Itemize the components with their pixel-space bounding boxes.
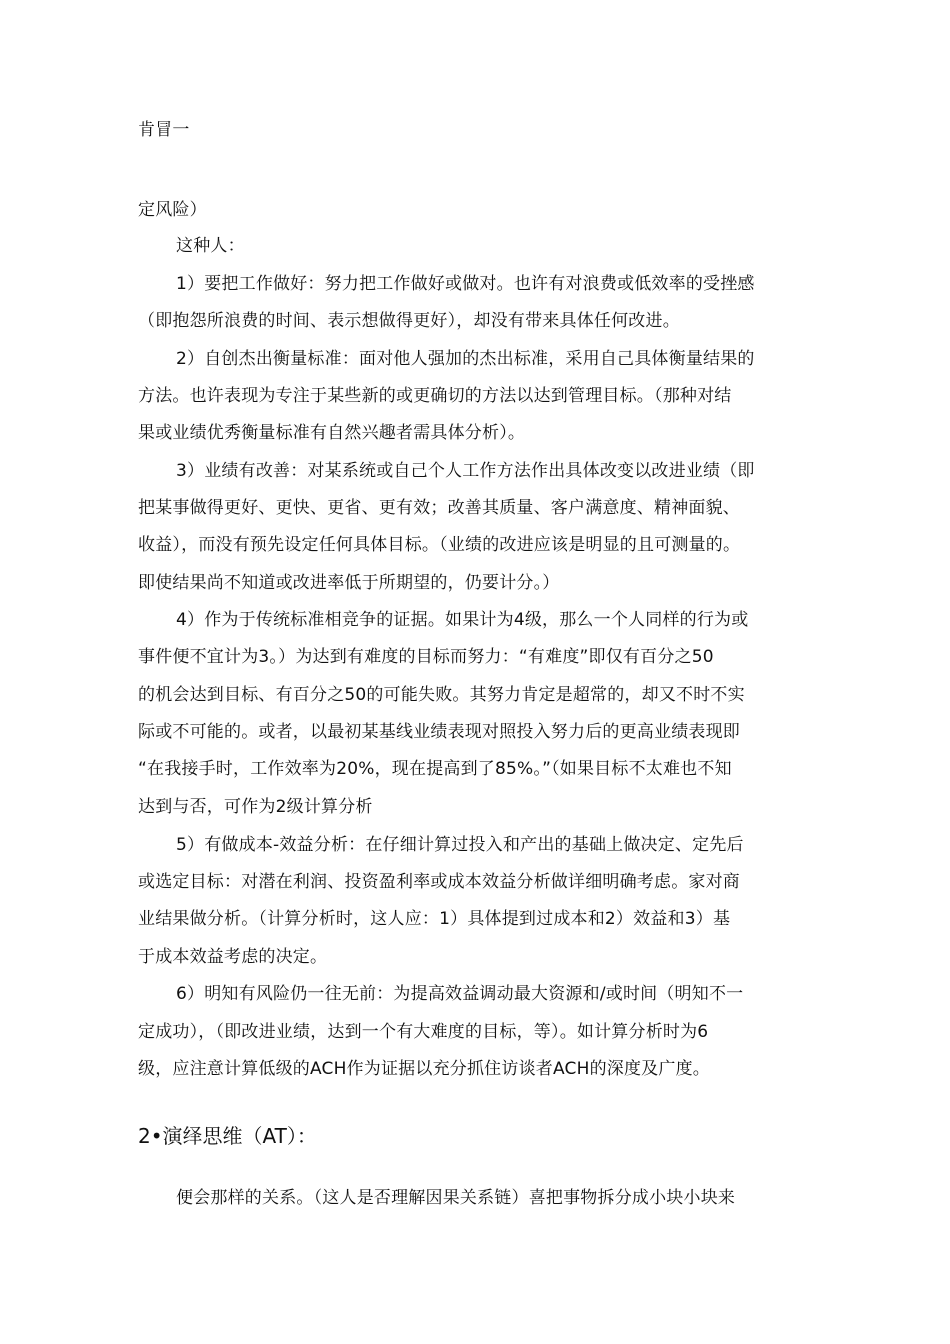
text-line: 定风险） <box>138 200 207 220</box>
text-line: 定成功），（即改进业绩，达到一个有大难度的目标，等）。如计算分析时为6 <box>138 1022 709 1042</box>
text-line: 4）作为于传统标准相竞争的证据。如果计为4级，那么一个人同样的行为或 <box>176 610 749 630</box>
text-line: （即抱怨所浪费的时间、表示想做得更好），却没有带来具体任何改进。 <box>138 311 680 331</box>
text-line: 级，应注意计算低级的ACH作为证据以充分抓住访谈者ACH的深度及广度。 <box>138 1059 710 1079</box>
text-line: 即使结果尚不知道或改进率低于所期望的，仍要计分。） <box>138 573 560 593</box>
text-line: 1）要把工作做好：努力把工作做好或做对。也许有对浪费或低效率的受挫感 <box>176 274 755 294</box>
text-line: 6）明知有风险仍一往无前：为提高效益调动最大资源和/或时间（明知不一 <box>176 984 744 1004</box>
text-line: 2）自创杰出衡量标准：面对他人强加的杰出标准，采用自己具体衡量结果的 <box>176 349 755 369</box>
text-line: 这种人： <box>176 236 245 256</box>
text-line: 方法。也许表现为专注于某些新的或更确切的方法以达到管理目标。（那种对结 <box>138 386 732 406</box>
section-heading: 2•演绎思维（AT）： <box>138 1124 317 1148</box>
text-line: 果或业绩优秀衡量标准有自然兴趣者需具体分析）。 <box>138 423 526 443</box>
text-line: 便会那样的关系。（这人是否理解因果关系链）喜把事物拆分成小块小块来 <box>176 1188 736 1208</box>
text-line: 的机会达到目标、有百分之50的可能失败。其努力肯定是超常的，却又不时不实 <box>138 685 745 705</box>
text-line: 肯冒一 <box>138 120 190 140</box>
text-line: 或选定目标：对潜在利润、投资盈利率或成本效益分析做详细明确考虑。家对商 <box>138 872 740 892</box>
text-line: 于成本效益考虑的决定。 <box>138 947 328 967</box>
text-line: 业结果做分析。（计算分析时，这人应：1）具体提到过成本和2）效益和3）基 <box>138 909 731 929</box>
text-line: 5）有做成本-效益分析：在仔细计算过投入和产出的基础上做决定、定先后 <box>176 835 744 855</box>
text-line: 际或不可能的。或者，以最初某基线业绩表现对照投入努力后的更高业绩表现即 <box>138 722 740 742</box>
text-line: 把某事做得更好、更快、更省、更有效；改善其质量、客户满意度、精神面貌、 <box>138 498 740 518</box>
text-line: 3）业绩有改善：对某系统或自己个人工作方法作出具体改变以改进业绩（即 <box>176 461 755 481</box>
text-line: “在我接手时，工作效率为20%，现在提高到了85%。”（如果目标不太难也不知 <box>138 759 732 779</box>
text-line: 收益），而没有预先设定任何具体目标。（业绩的改进应该是明显的且可测量的。 <box>138 535 741 555</box>
text-line: 达到与否，可作为2级计算分析 <box>138 797 373 817</box>
text-line: 事件便不宜计为3。）为达到有难度的目标而努力：“有难度”即仅有百分之50 <box>138 647 714 667</box>
